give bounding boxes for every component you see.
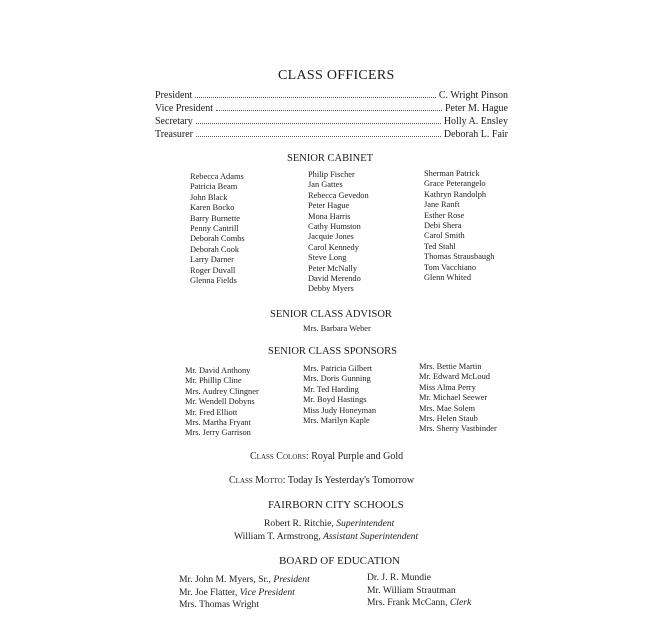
list-item: Mrs. Mae Solem xyxy=(419,403,476,413)
board-left-column xyxy=(179,574,310,612)
list-item: Mr. Phillip Cline xyxy=(185,376,242,386)
list-item: Mr. Ted Harding xyxy=(303,384,359,394)
list-item: Carol Smith xyxy=(424,231,465,241)
official-role: Assistant Superintendent xyxy=(323,531,419,542)
list-item: Mr. Michael Seewer xyxy=(419,393,488,403)
superintendent-line xyxy=(264,518,394,529)
leader-dots xyxy=(195,96,436,98)
officer-row xyxy=(155,101,508,114)
class-motto-label: Class Motto: xyxy=(229,475,286,486)
list-item: Mrs. Bettie Martin xyxy=(419,362,482,371)
assistant-superintendent-line xyxy=(234,531,418,542)
officer-row xyxy=(155,114,508,127)
list-item: Jan Gattes xyxy=(308,180,343,190)
cabinet-column-2 xyxy=(308,170,369,295)
officer-title: President xyxy=(155,90,193,101)
class-colors-line xyxy=(250,451,403,462)
leader-dots xyxy=(196,122,441,124)
list-item: Mr. Fred Elliott xyxy=(185,407,238,417)
list-item: Mr. David Anthony xyxy=(185,366,251,375)
board-right-column xyxy=(367,572,471,610)
list-item: Steve Long xyxy=(308,253,347,263)
class-motto-line xyxy=(229,475,414,486)
list-item: Cathy Humston xyxy=(308,222,361,232)
list-item: Esther Rose xyxy=(424,210,465,220)
list-item: Karen Bocko xyxy=(190,203,235,213)
leader-dots xyxy=(216,109,442,111)
class-officers-heading: CLASS OFFICERS xyxy=(278,68,395,83)
list-item: Tom Vacchiano xyxy=(424,262,477,272)
board-member xyxy=(179,574,310,587)
list-item: Philip Fischer xyxy=(308,170,355,179)
board-of-education-heading: BOARD OF EDUCATION xyxy=(279,555,401,567)
list-item: Ted Stahl xyxy=(424,241,456,251)
member-role: Vice President xyxy=(239,586,295,598)
list-item: Mrs. Sherry Vastbinder xyxy=(419,424,497,434)
list-item: Rebecca Adams xyxy=(190,172,244,181)
fairborn-city-schools-heading: FAIRBORN CITY SCHOOLS xyxy=(268,499,404,511)
sponsors-column-3 xyxy=(419,362,497,435)
list-item: Sherman Patrick xyxy=(424,169,480,178)
list-item: Debi Shera xyxy=(424,221,462,231)
advisor-name: Mrs. Barbara Weber xyxy=(303,324,371,333)
board-member xyxy=(367,597,471,610)
member-name: Mrs. Thomas Wright xyxy=(179,599,260,610)
list-item: Roger Duvall xyxy=(190,265,236,275)
list-item: Larry Darner xyxy=(190,255,234,265)
senior-class-sponsors-heading: SENIOR CLASS SPONSORS xyxy=(268,346,397,357)
officer-row xyxy=(155,88,508,101)
list-item: Mrs. Jerry Garrison xyxy=(185,428,251,438)
class-colors-label: Class Colors: xyxy=(250,451,309,462)
list-item: Thomas Strausbaugh xyxy=(424,252,495,262)
list-item: Penny Cantrill xyxy=(190,224,239,234)
member-name: Dr. J. R. Mundie xyxy=(367,572,431,583)
list-item: Mrs. Marilyn Kaple xyxy=(303,416,370,426)
list-item: Grace Peterangelo xyxy=(424,179,486,189)
official-name: Robert R. Ritchie, xyxy=(264,518,334,529)
list-item: Kathryn Randolph xyxy=(424,189,487,199)
official-name: William T. Armstrong, xyxy=(234,531,321,542)
official-role: Superintendent xyxy=(336,518,395,529)
sponsors-column-2 xyxy=(303,364,376,426)
member-role: President xyxy=(273,574,310,585)
member-role: Clerk xyxy=(449,597,472,608)
list-item: Glenn Whited xyxy=(424,273,472,283)
list-item: Mr. Wendell Dobyns xyxy=(185,397,255,407)
class-colors-value: Royal Purple and Gold xyxy=(311,451,404,462)
member-name: Mr. Joe Flatter, xyxy=(179,586,238,598)
sponsors-column-1 xyxy=(185,366,259,439)
class-motto-value: Today Is Yesterday's Tomorrow xyxy=(287,475,415,486)
member-name: Mrs. Frank McCann, xyxy=(367,597,448,608)
officer-row xyxy=(155,127,508,140)
list-item: Debby Myers xyxy=(308,284,354,294)
list-item: John Black xyxy=(190,192,228,202)
officer-title: Treasurer xyxy=(155,129,193,140)
member-name: Mr. William Strautman xyxy=(367,584,456,596)
list-item: Mona Harris xyxy=(308,211,351,221)
list-item: Mrs. Doris Gunning xyxy=(303,374,371,384)
senior-class-advisor-heading: SENIOR CLASS ADVISOR xyxy=(270,309,392,320)
list-item: Miss Judy Honeyman xyxy=(303,405,377,415)
officer-name: C. Wright Pinson xyxy=(438,90,508,101)
list-item: Mr. Edward McLoud xyxy=(419,372,490,382)
officer-name: Peter M. Hague xyxy=(444,103,508,114)
list-item: Barry Burnette xyxy=(190,213,241,223)
list-item: Mrs. Audrey Clingner xyxy=(185,386,259,396)
officer-title: Vice President xyxy=(155,103,213,114)
senior-cabinet-heading: SENIOR CABINET xyxy=(287,153,374,164)
list-item: Jacquie Jones xyxy=(308,232,354,242)
list-item: David Merendo xyxy=(308,274,361,284)
list-item: Carol Kennedy xyxy=(308,242,359,252)
list-item: Mrs. Helen Staub xyxy=(419,414,478,424)
leader-dots xyxy=(196,135,441,137)
cabinet-column-1 xyxy=(190,172,245,286)
officer-title: Secretary xyxy=(155,116,193,127)
board-member xyxy=(367,585,471,598)
list-item: Mrs. Martha Fryant xyxy=(185,418,251,428)
cabinet-column-3 xyxy=(424,169,494,283)
list-item: Mrs. Patricia Gilbert xyxy=(303,364,373,373)
list-item: Glenna Fields xyxy=(190,276,237,286)
list-item: Deborah Cook xyxy=(190,244,240,254)
list-item: Jane Ranft xyxy=(424,200,460,210)
list-item: Patricia Beam xyxy=(190,182,238,192)
board-member xyxy=(179,599,310,612)
officer-name: Holly A. Ensley xyxy=(443,116,508,127)
board-member xyxy=(179,587,310,600)
list-item: Deborah Combs xyxy=(190,234,245,244)
list-item: Peter McNally xyxy=(308,263,358,273)
board-member xyxy=(367,572,471,585)
list-item: Miss Alma Perry xyxy=(419,382,476,392)
list-item: Rebecca Gevedon xyxy=(308,190,369,200)
officer-name: Deborah L. Fair xyxy=(443,129,508,140)
list-item: Peter Hague xyxy=(308,201,350,211)
list-item: Mr. Boyd Hastings xyxy=(303,395,367,405)
member-name: Mr. John M. Myers, Sr., xyxy=(179,574,271,585)
